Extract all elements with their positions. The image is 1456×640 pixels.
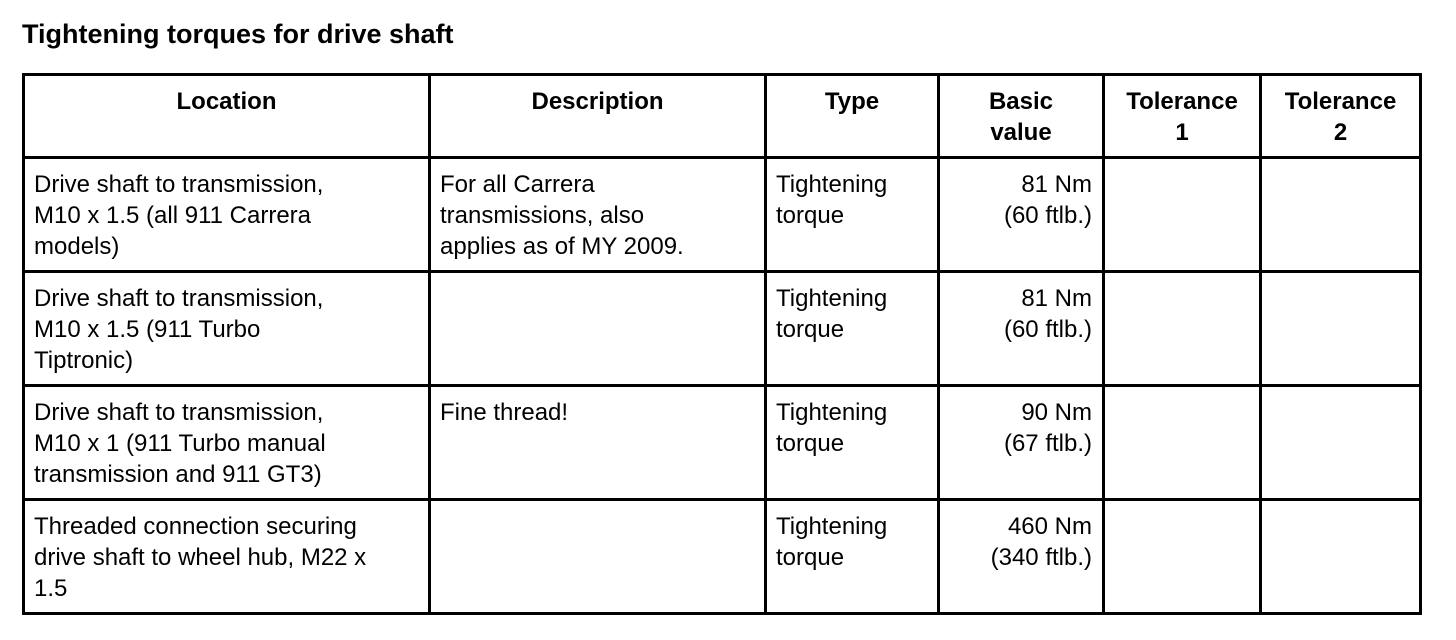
description-cell-line: For all Carrera xyxy=(440,171,595,198)
type-cell-line: Tightening xyxy=(776,171,888,198)
type-cell-line: torque xyxy=(776,430,845,457)
location-cell-line: 1.5 xyxy=(34,575,68,602)
location-cell xyxy=(24,272,430,386)
type-cell xyxy=(766,272,939,386)
tolerance-1-cell xyxy=(1104,386,1261,500)
header-tolerance-1-line-1: Tolerance xyxy=(1126,88,1238,115)
location-cell xyxy=(24,500,430,614)
header-tolerance-1 xyxy=(1104,75,1261,158)
table-row xyxy=(24,158,1421,272)
table-row xyxy=(24,500,1421,614)
location-cell-line: transmission and 911 GT3) xyxy=(34,461,322,488)
basic-value-cell-line: (340 ftlb.) xyxy=(990,544,1092,571)
location-cell-line: M10 x 1 (911 Turbo manual xyxy=(34,430,326,457)
location-cell-line: Tiptronic) xyxy=(34,347,134,374)
type-cell-line: torque xyxy=(776,544,845,571)
basic-value-cell-line: 90 Nm xyxy=(1021,399,1092,426)
type-cell xyxy=(766,386,939,500)
description-cell-line: Fine thread! xyxy=(440,399,569,426)
basic-value-cell-line: 460 Nm xyxy=(1007,513,1092,540)
header-type xyxy=(766,75,939,158)
header-tolerance-2 xyxy=(1261,75,1421,158)
torque-table xyxy=(22,73,1422,615)
tolerance-1-cell xyxy=(1104,500,1261,614)
location-cell-line: M10 x 1.5 (911 Turbo xyxy=(34,316,261,343)
type-cell-line: torque xyxy=(776,202,845,229)
description-cell xyxy=(430,386,766,500)
tolerance-1-cell xyxy=(1104,158,1261,272)
header-location xyxy=(24,75,430,158)
table-body xyxy=(24,158,1421,614)
header-basic-value-line-1: Basic xyxy=(988,88,1054,115)
basic-value-cell-line: 81 Nm xyxy=(1021,285,1092,312)
header-tolerance-2-line-2: 2 xyxy=(1333,119,1348,146)
basic-value-cell xyxy=(939,272,1104,386)
basic-value-cell-line: (60 ftlb.) xyxy=(1003,316,1092,343)
type-cell-line: Tightening xyxy=(776,399,888,426)
type-cell-line: Tightening xyxy=(776,285,888,312)
location-cell-line: Drive shaft to transmission, xyxy=(34,171,324,198)
location-cell-line: M10 x 1.5 (all 911 Carrera xyxy=(34,202,312,229)
tolerance-2-cell xyxy=(1261,158,1421,272)
tolerance-1-cell xyxy=(1104,272,1261,386)
basic-value-cell-line: (60 ftlb.) xyxy=(1003,202,1092,229)
type-cell-line: Tightening xyxy=(776,513,888,540)
location-cell-line: Drive shaft to transmission, xyxy=(34,285,324,312)
location-cell-line: Drive shaft to transmission, xyxy=(34,399,324,426)
type-cell xyxy=(766,158,939,272)
header-tolerance-2-line-1: Tolerance xyxy=(1284,88,1397,115)
header-row xyxy=(24,75,1421,158)
location-cell-line: drive shaft to wheel hub, M22 x xyxy=(34,544,367,571)
header-type-label: Type xyxy=(824,88,880,115)
table-header xyxy=(24,75,1421,158)
description-cell xyxy=(430,500,766,614)
type-cell xyxy=(766,500,939,614)
document-title: Tightening torques for drive shaft xyxy=(22,19,454,49)
header-tolerance-1-line-2: 1 xyxy=(1175,119,1189,146)
description-cell xyxy=(430,158,766,272)
basic-value-cell xyxy=(939,500,1104,614)
description-cell-line: transmissions, also xyxy=(440,202,645,229)
description-cell-line: applies as of MY 2009. xyxy=(440,233,684,260)
header-description-label: Description xyxy=(531,88,664,115)
basic-value-cell-line: 81 Nm xyxy=(1021,171,1092,198)
header-description xyxy=(430,75,766,158)
description-cell xyxy=(430,272,766,386)
tolerance-2-cell xyxy=(1261,386,1421,500)
location-cell-line: models) xyxy=(34,233,120,260)
location-cell xyxy=(24,158,430,272)
header-basic-value-line-2: value xyxy=(990,119,1052,146)
basic-value-cell xyxy=(939,386,1104,500)
basic-value-cell-line: (67 ftlb.) xyxy=(1003,430,1092,457)
location-cell xyxy=(24,386,430,500)
basic-value-cell xyxy=(939,158,1104,272)
table-row xyxy=(24,386,1421,500)
header-location-label: Location xyxy=(176,88,277,115)
tolerance-2-cell xyxy=(1261,272,1421,386)
tolerance-2-cell xyxy=(1261,500,1421,614)
header-basic-value xyxy=(939,75,1104,158)
table-row xyxy=(24,272,1421,386)
type-cell-line: torque xyxy=(776,316,845,343)
location-cell-line: Threaded connection securing xyxy=(34,513,357,540)
